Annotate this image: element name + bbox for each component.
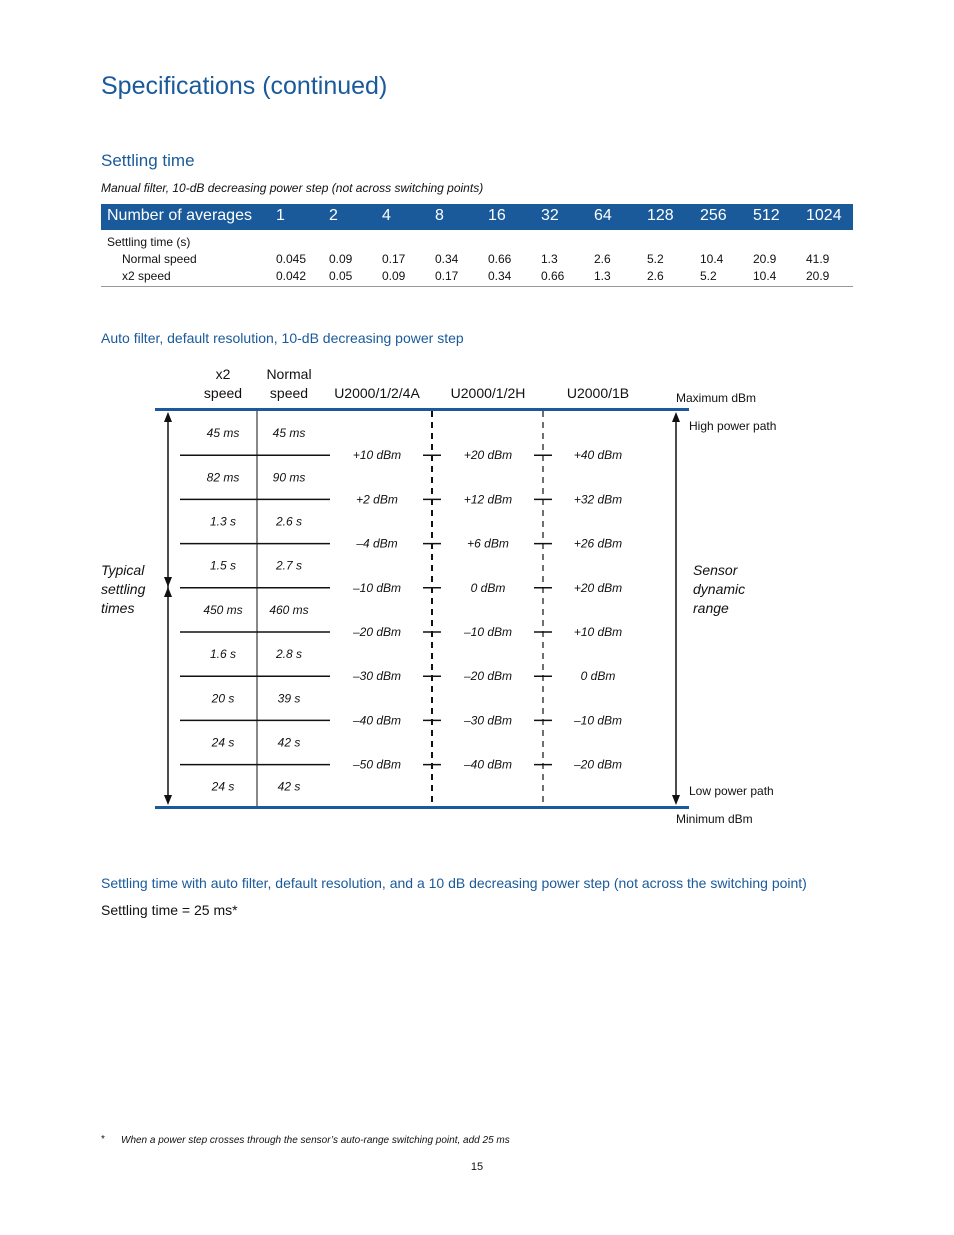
level-u2000-h: –20 dBm: [463, 669, 513, 684]
level-u2000-4a: –4 dBm: [356, 536, 398, 551]
normal-speed-time: 460 ms: [269, 602, 309, 617]
top-rule: [155, 408, 689, 411]
header-average-5: 32: [541, 207, 559, 224]
level-u2000-h: +20 dBm: [463, 448, 513, 463]
table-cell: 0.66: [541, 269, 565, 283]
right-arrow-head-top: [672, 412, 680, 422]
level-u2000-h: +12 dBm: [463, 492, 513, 507]
table-cell: 0.045: [276, 252, 307, 266]
left-arrow-head-mid-down: [164, 577, 172, 587]
level-u2000-h: 0 dBm: [470, 580, 506, 595]
table-cell: 0.17: [382, 252, 406, 266]
header-average-4: 16: [488, 207, 506, 224]
normal-speed-time: 42 s: [277, 779, 301, 794]
x2-speed-time: 1.5 s: [209, 558, 237, 573]
header-average-6: 64: [594, 207, 612, 224]
table-cell: 0.34: [435, 252, 459, 266]
header-average-7: 128: [647, 207, 674, 224]
sensor-label-line3: range: [693, 600, 729, 616]
level-u2000-4a: +2 dBm: [356, 492, 398, 507]
low-power-path-label: Low power path: [689, 784, 774, 798]
group-label: Settling time (s): [107, 235, 191, 249]
header-label: Number of averages: [107, 207, 252, 224]
header-average-9: 512: [753, 207, 780, 224]
table-cell: 20.9: [753, 252, 777, 266]
table-cell: 0.17: [435, 269, 459, 283]
level-u2000-b: +26 dBm: [573, 536, 623, 551]
footnote-text: When a power step crosses through the sensor’s auto-range switching point, add 25 ms: [121, 1135, 510, 1146]
table-cell: 0.05: [329, 269, 353, 283]
level-u2000-4a: –10 dBm: [352, 580, 402, 595]
minimum-dbm-label: Minimum dBm: [676, 812, 753, 826]
left-arrow-head-top: [164, 412, 172, 422]
bottom-rule: [155, 806, 689, 809]
col-x2-line1: x2: [215, 366, 231, 382]
level-u2000-b: +10 dBm: [573, 625, 623, 639]
normal-speed-time: 42 s: [277, 735, 301, 750]
level-u2000-b: 0 dBm: [580, 669, 616, 684]
level-u2000-4a: –40 dBm: [352, 713, 402, 728]
x2-speed-time: 450 ms: [203, 602, 243, 617]
table-cell: 10.4: [700, 252, 724, 266]
col-u2000-h: U2000/1/2H: [450, 385, 526, 401]
level-u2000-4a: +10 dBm: [352, 448, 402, 463]
level-u2000-4a: –50 dBm: [352, 757, 402, 772]
table-cell: 2.6: [594, 252, 611, 266]
table-cell: 0.09: [329, 252, 353, 266]
typical-label-line1: Typical: [101, 562, 145, 578]
x2-speed-time: 24 s: [211, 779, 235, 794]
col-x2-line2: speed: [203, 385, 243, 401]
left-arrow-head-bottom: [164, 795, 172, 805]
col-normal-line2: speed: [269, 385, 309, 401]
normal-speed-time: 2.6 s: [275, 514, 303, 529]
table-cell: 20.9: [806, 269, 830, 283]
level-u2000-b: –10 dBm: [573, 713, 623, 728]
table-cell: 0.09: [382, 269, 406, 283]
level-u2000-b: +32 dBm: [573, 492, 623, 507]
table-cell: 1.3: [541, 252, 558, 266]
x2-speed-time: 1.3 s: [209, 514, 237, 529]
typical-label-line2: settling: [101, 581, 146, 597]
header-average-1: 2: [329, 207, 338, 224]
table-cell: 0.66: [488, 252, 512, 266]
level-u2000-h: –40 dBm: [463, 757, 513, 772]
x2-speed-time: 24 s: [211, 735, 235, 750]
table-cell: 0.042: [276, 269, 307, 283]
col-u2000-4a: U2000/1/2/4A: [334, 385, 420, 401]
left-arrow-head-mid-up: [164, 587, 172, 597]
bottom-caption: Settling time with auto filter, default resolution, and a 10 dB decreasing power step (not across the switching point): [101, 875, 807, 891]
settling-result: Settling time = 25 ms*: [101, 902, 238, 918]
row-label-normal: Normal speed: [122, 252, 197, 266]
sensor-label-line2: dynamic: [693, 581, 746, 597]
table-cell: 5.2: [700, 269, 717, 283]
level-u2000-4a: –20 dBm: [352, 625, 402, 639]
row-label-x2: x2 speed: [122, 269, 171, 283]
normal-speed-time: 2.7 s: [275, 558, 303, 573]
typical-label-line3: times: [101, 600, 135, 616]
table-cell: 5.2: [647, 252, 664, 266]
normal-speed-time: 2.8 s: [275, 647, 303, 662]
x2-speed-time: 20 s: [211, 691, 235, 706]
auto-filter-caption: Auto filter, default resolution, 10-dB decreasing power step: [101, 330, 464, 346]
level-u2000-h: –10 dBm: [463, 625, 513, 639]
header-average-3: 8: [435, 207, 444, 224]
x2-speed-time: 45 ms: [206, 426, 240, 441]
high-power-path-label: High power path: [689, 419, 777, 433]
table-cell: 41.9: [806, 252, 830, 266]
page-title: Specifications (continued): [101, 72, 388, 100]
col-u2000-b: U2000/1B: [566, 385, 630, 401]
normal-speed-time: 39 s: [277, 691, 301, 706]
level-u2000-4a: –30 dBm: [352, 669, 402, 684]
table-cell: 10.4: [753, 269, 777, 283]
level-u2000-b: +20 dBm: [573, 580, 623, 595]
table-cell: 0.34: [488, 269, 512, 283]
level-u2000-b: +40 dBm: [573, 448, 623, 463]
x2-speed-time: 1.6 s: [209, 647, 237, 662]
level-u2000-h: +6 dBm: [467, 536, 509, 551]
normal-speed-time: 90 ms: [272, 470, 306, 485]
table-cell: 2.6: [647, 269, 664, 283]
header-average-0: 1: [276, 207, 285, 224]
x2-speed-time: 82 ms: [206, 470, 240, 485]
table-cell: 1.3: [594, 269, 611, 283]
sensor-label-line1: Sensor: [693, 562, 738, 578]
header-average-8: 256: [700, 207, 727, 224]
right-arrow-head-bottom: [672, 795, 680, 805]
table-caption: Manual filter, 10-dB decreasing power step (not across switching points): [101, 181, 484, 195]
maximum-dbm-label: Maximum dBm: [676, 391, 757, 405]
level-u2000-b: –20 dBm: [573, 757, 623, 772]
footnote-mark: *: [101, 1134, 105, 1145]
section-title: Settling time: [101, 151, 195, 170]
header-average-10: 1024: [806, 207, 842, 224]
page-number: 15: [470, 1161, 484, 1173]
header-average-2: 4: [382, 207, 391, 224]
normal-speed-time: 45 ms: [272, 426, 306, 441]
col-normal-line1: Normal: [266, 366, 312, 382]
level-u2000-h: –30 dBm: [463, 713, 513, 728]
